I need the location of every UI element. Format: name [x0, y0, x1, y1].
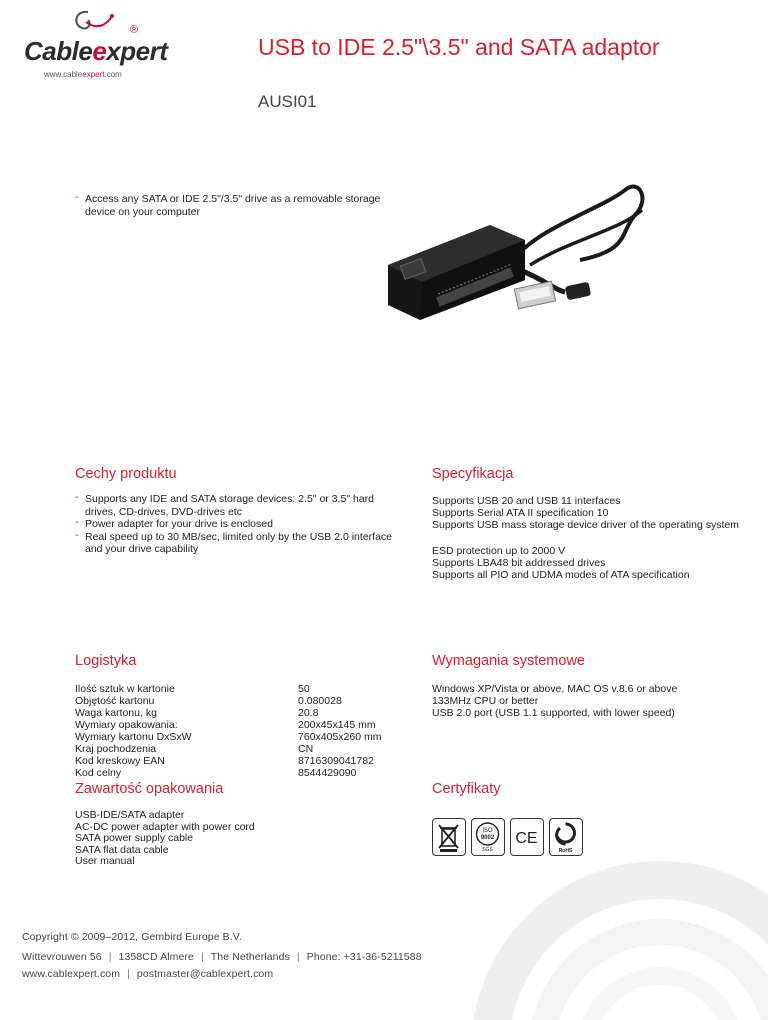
list-item: - Supports any IDE and SATA storage devices: 2.5" or 3.5" hard drives, CD-drives, DVD-drives etc: [75, 493, 395, 518]
list-item: AC-DC power adapter with power cord: [75, 820, 255, 833]
footer-phone: Phone: +31-36-5211588: [306, 951, 422, 963]
spec-list-1: [432, 495, 739, 531]
package-list: [75, 810, 255, 868]
list-item: Supports USB 20 and USB 11 interfaces: [432, 495, 621, 507]
iso-sgs: SGS: [482, 847, 493, 853]
ce-mark-icon: [510, 818, 544, 856]
list-item: 133MHz CPU or better: [432, 695, 539, 707]
footer-city: 1358CD Almere: [118, 951, 194, 963]
list-item: USB 2.0 port (USB 1.1 supported, with lower speed): [432, 707, 675, 719]
weee-bin-icon: [432, 818, 466, 856]
logistics-label: Wymiary opakowania:: [75, 719, 178, 731]
list-item: User manual: [75, 855, 135, 867]
logistics-values: [298, 683, 381, 779]
logistics-value: 20.8: [298, 707, 319, 719]
logistics-value: 200x45x145 mm: [298, 719, 376, 731]
footer-email-link[interactable]: postmaster@cablexpert.com: [136, 968, 274, 980]
logistics-label: Wymiary kartonu DxSxW: [75, 731, 192, 743]
logo-wordmark: Cableexpert: [24, 36, 168, 66]
package-heading: Zawartość opakowania: [75, 781, 224, 797]
ce-text: CE: [515, 830, 538, 847]
list-item: Windows XP/Vista or above, MAC OS v.8.6 or above: [432, 683, 678, 695]
list-item: Supports USB mass storage device driver of the operating system: [432, 519, 739, 531]
logistics-value: 50: [298, 683, 310, 695]
logistics-label: Ilość sztuk w kartonie: [75, 683, 175, 695]
spec-list-2: [432, 545, 690, 581]
iso-text: ISO: [482, 828, 493, 834]
product-title: USB to IDE 2.5"\3.5" and SATA adaptor: [258, 34, 660, 60]
product-photo: [380, 170, 680, 370]
sysreq-heading: Wymagania systemowe: [432, 653, 585, 669]
logistics-label: Objętość kartonu: [75, 695, 155, 707]
registered-mark: ®: [130, 24, 139, 36]
certs-heading: Certyfikaty: [432, 781, 501, 797]
product-code: AUSI01: [258, 92, 317, 111]
list-item: - Power adapter for your drive is enclosed: [75, 518, 395, 531]
logo-swirl-icon: [66, 8, 116, 38]
iso-9002-icon: [471, 818, 505, 856]
cablexpert-logo: [20, 8, 168, 80]
certificate-icons: [432, 818, 583, 856]
logistics-value: 8544429090: [298, 767, 357, 779]
list-item: - Real speed up to 30 MB/sec, limited only by the USB 2.0 interface and your drive capability: [75, 531, 395, 556]
footer-web: www.cablexpert.com | postmaster@cablexpert.com: [22, 968, 274, 980]
sysreq-list: [432, 683, 677, 719]
rohs-icon: [549, 818, 583, 856]
iso-number: 9002: [480, 835, 495, 841]
intro-list: [75, 193, 395, 218]
list-item: Supports all PIO and UDMA modes of ATA specification: [432, 569, 690, 581]
list-item: ESD protection up to 2000 V: [432, 545, 566, 557]
logistics-label: Kod kreskowy EAN: [75, 755, 165, 767]
list-item: - Access any SATA or IDE 2.5"/3.5" drive as a removable storage device on your computer: [75, 193, 395, 218]
footer-address: Wittevrouwen 56 | 1358CD Almere | The Netherlands | Phone: +31-36-5211588: [22, 951, 422, 963]
list-item: Supports LBA48 bit addressed drives: [432, 557, 606, 569]
logistics-value: 760x405x260 mm: [298, 731, 382, 743]
logistics-label: Kraj pochodzenia: [75, 743, 157, 755]
footer-copyright: Copyright © 2009–2012, Gembird Europe B.V.: [22, 931, 242, 943]
list-item: Supports Serial ATA II specification 10: [432, 507, 609, 519]
footer-street: Wittevrouwen 56: [22, 951, 102, 963]
footer-country: The Netherlands: [210, 951, 290, 963]
logistics-label: Kod celny: [75, 767, 122, 779]
logistics-value: 0.080028: [298, 695, 342, 707]
logistics-heading: Logistyka: [75, 653, 137, 669]
logo-url: www.cableexpert.com: [44, 70, 122, 79]
logistics-value: CN: [298, 743, 314, 755]
features-list: [75, 493, 395, 556]
rohs-text: RoHS: [558, 848, 573, 854]
list-item: SATA power supply cable: [75, 832, 194, 844]
features-heading: Cechy produktu: [75, 466, 177, 482]
list-item: USB-IDE/SATA adapter: [75, 809, 185, 821]
logistics-labels: [75, 683, 192, 779]
logistics-value: 8716309041782: [298, 755, 374, 767]
spec-heading: Specyfikacja: [432, 466, 514, 482]
logistics-label: Waga kartonu, kg: [75, 707, 157, 719]
footer-website-link[interactable]: www.cablexpert.com: [22, 968, 121, 980]
list-item: SATA flat data cable: [75, 843, 169, 856]
